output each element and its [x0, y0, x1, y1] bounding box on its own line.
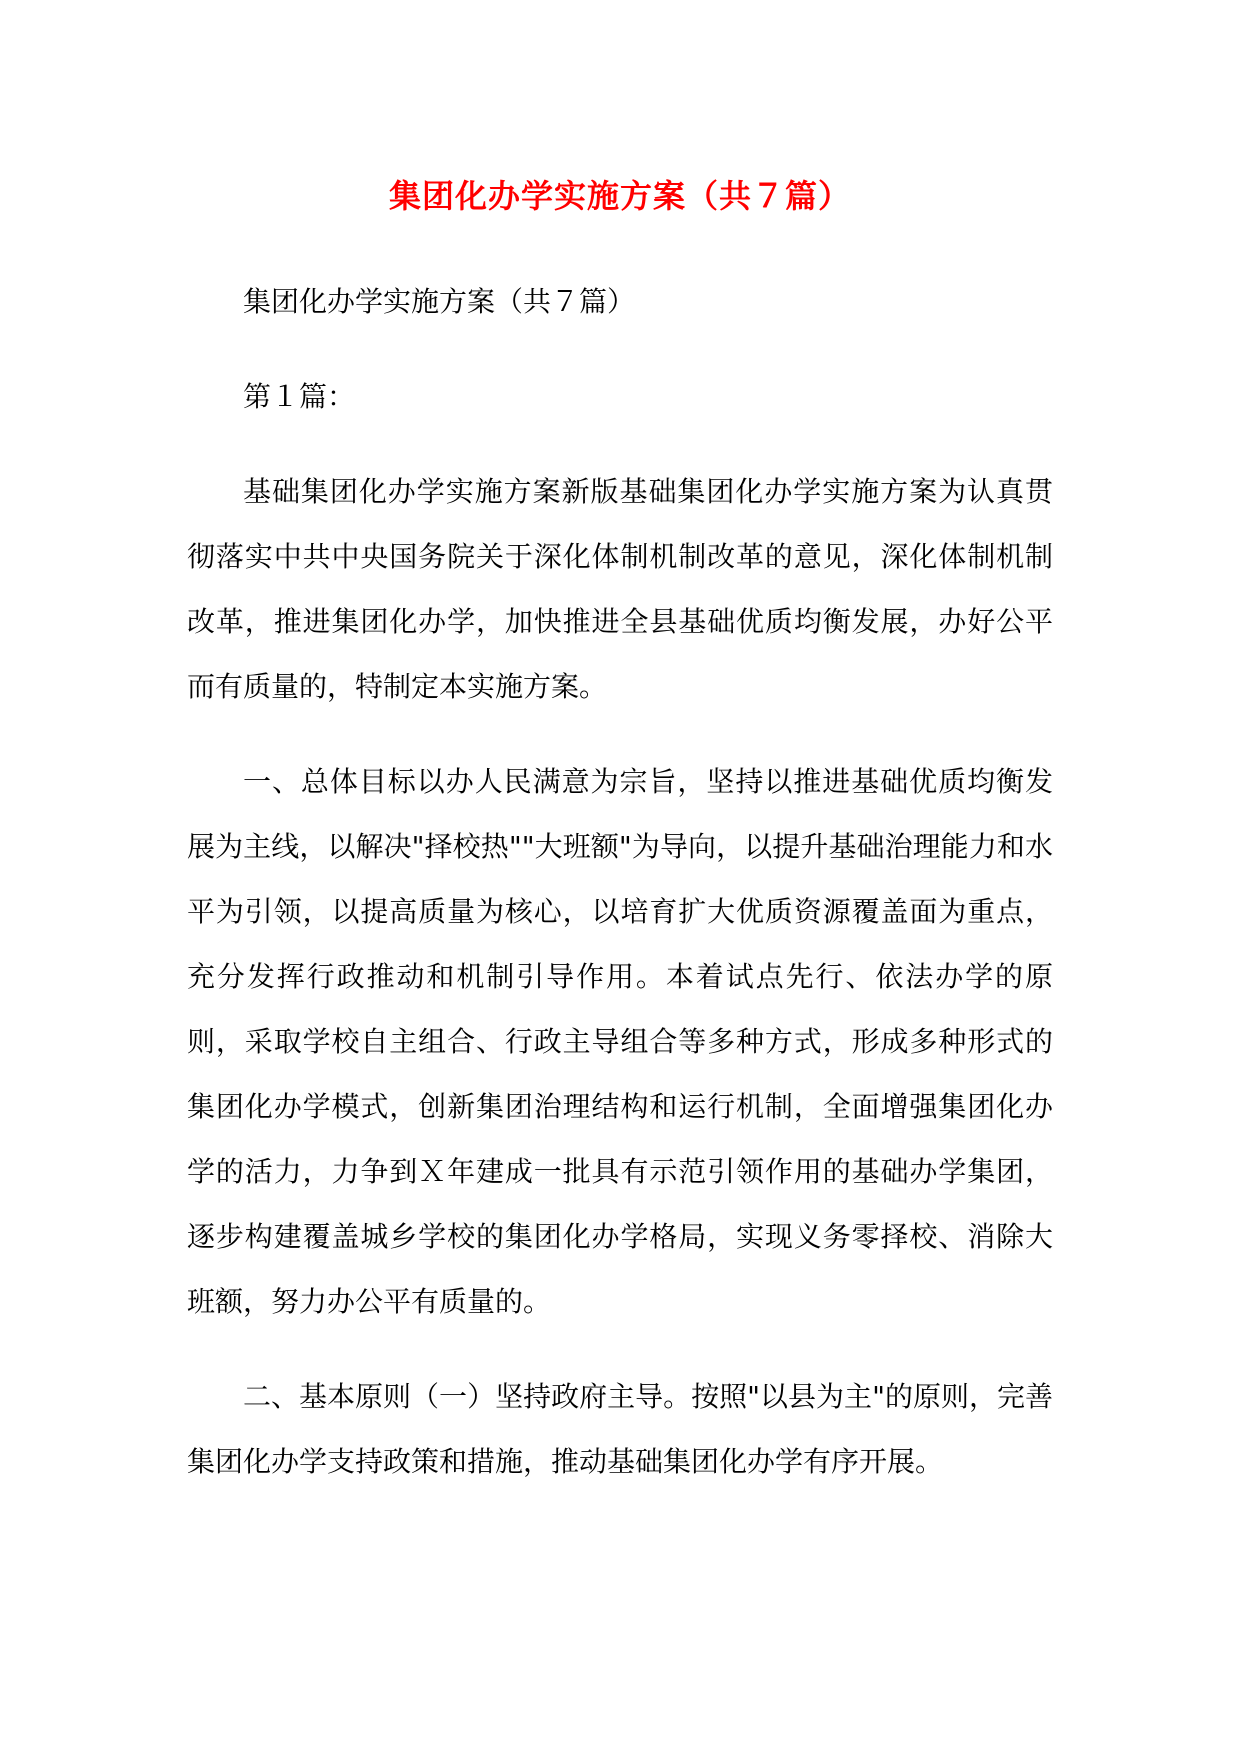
- document-title: 集团化办学实施方案（共７篇）: [388, 177, 851, 215]
- document-body: [187, 269, 1053, 1524]
- paragraph-intro: 基础集团化办学实施方案新版基础集团化办学实施方案为认真贯彻落实中共中央国务院关于深化体制机制改革的意见，深化体制机制改革，推进集团化办学，加快推进全县基础优质均衡发展，办好公平而有质量的，特制定本实施方案。: [187, 475, 1053, 703]
- paragraph-overall-goal: 一、总体目标以办人民满意为宗旨，坚持以推进基础优质均衡发展为主线，以解决"择校热""大班额"为导向，以提升基础治理能力和水平为引领，以提高质量为核心，以培育扩大优质资源覆盖面为重点，充分发挥行政推动和机制引导作用。本着试点先行、依法办学的原则，采取学校自主组合、行政主导组合等多种方式，形成多种形式的集团化办学模式，创新集团治理结构和运行机制，全面增强集团化办学的活力，力争到Ｘ年建成一批具有示范引领作用的基础办学集团，逐步构建覆盖城乡学校的集团化办学格局，实现义务零择校、消除大班额，努力办公平有质量的。: [187, 765, 1053, 1318]
- paragraph-subtitle: 集团化办学实施方案（共７篇）: [243, 285, 636, 318]
- paragraph-basic-principles: 二、基本原则（一）坚持政府主导。按照"以县为主"的原则，完善集团化办学支持政策和措施，推动基础集团化办学有序开展。: [187, 1380, 1053, 1478]
- paragraph-section-heading: 第１篇：: [243, 380, 356, 413]
